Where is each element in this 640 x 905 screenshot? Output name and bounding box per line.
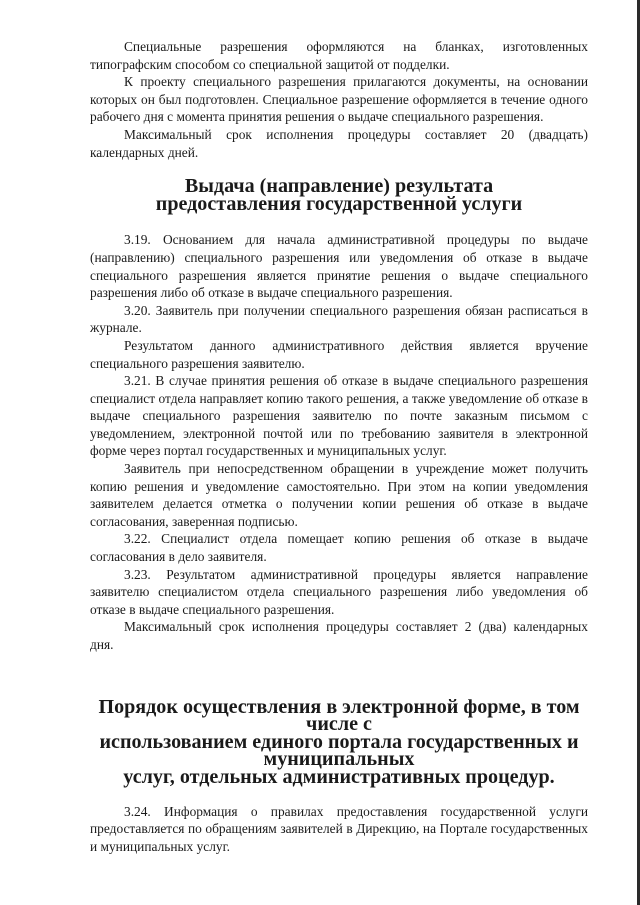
section-heading-line: Порядок осуществления в электронной форме, в том числе с xyxy=(98,695,580,736)
section-heading-issuance xyxy=(90,175,588,215)
paragraph-3-24: 3.24. Информация о правилах предоставления государственной услуги предоставляется по обращениям заявителей в Дирекцию, на Портале государственных и муниципальных услуг. xyxy=(90,803,588,854)
section-heading-line: услуг, отдельных административных процедур. xyxy=(123,765,555,788)
paragraph-3-22: 3.22. Специалист отдела помещает копию решения об отказе в выдаче согласования в дело заявителя. xyxy=(90,531,588,565)
section-heading-line: Выдача (направление) результата xyxy=(184,175,494,198)
section-heading-line: предоставления государственной услуги xyxy=(155,192,523,215)
paragraph-3-21: 3.21. В случае принятия решения об отказе в выдаче специального разрешения специалист отдела направляет копию такого решения, а также уведомление об отказе в выдаче специального разрешения заявителю по почте заказным письмом с уведомлением, электронной почтой или по требованию заявителя в электронной форме через портал государственных и муниципальных услуг. xyxy=(90,373,588,459)
intro-paragraph-1: Специальные разрешения оформляются на бланках, изготовленных типографским способом со специальной защитой от подделки. xyxy=(90,39,588,72)
section-heading-electronic xyxy=(90,695,588,788)
section-heading-line: использованием единого портала государственных и муниципальных xyxy=(99,730,579,771)
paragraph-3-20: 3.20. Заявитель при получении специального разрешения обязан расписаться в журнале. xyxy=(90,302,588,336)
paragraph-applicant: Заявитель при непосредственном обращении в учреждение может получить копию решения и уведомление самостоятельно. При этом на копии уведомления заявителем делается отметка о получении копии решения об отказе в выдаче согласования, заверенная подписью. xyxy=(90,461,588,529)
intro-paragraph-3: Максимальный срок исполнения процедуры составляет 20 (двадцать) календарных дней. xyxy=(90,126,588,160)
paragraph-max-term: Максимальный срок исполнения процедуры составляет 2 (два) календарных дня. xyxy=(90,619,588,652)
paragraph-3-23: 3.23. Результатом административной процедуры является направление заявителю специалистом отдела специального разрешения либо уведомления об отказе в выдаче специального разрешения. xyxy=(90,566,588,617)
intro-paragraph-2: К проекту специального разрешения прилагаются документы, на основании которых он был подготовлен. Специальное разрешение оформляется в течение одного рабочего дня с момента принятия решения о выдаче специального разрешения. xyxy=(90,74,588,125)
paragraph-3-19: 3.19. Основанием для начала административной процедуры по выдаче (направлению) специального разрешения или уведомления об отказе в выдаче специального разрешения является принятие решения о выдаче специального разрешения либо об отказе в выдаче специального разрешения. xyxy=(90,232,588,301)
paragraph-result: Результатом данного административного действия является вручение специального разрешения заявителю. xyxy=(90,337,588,371)
